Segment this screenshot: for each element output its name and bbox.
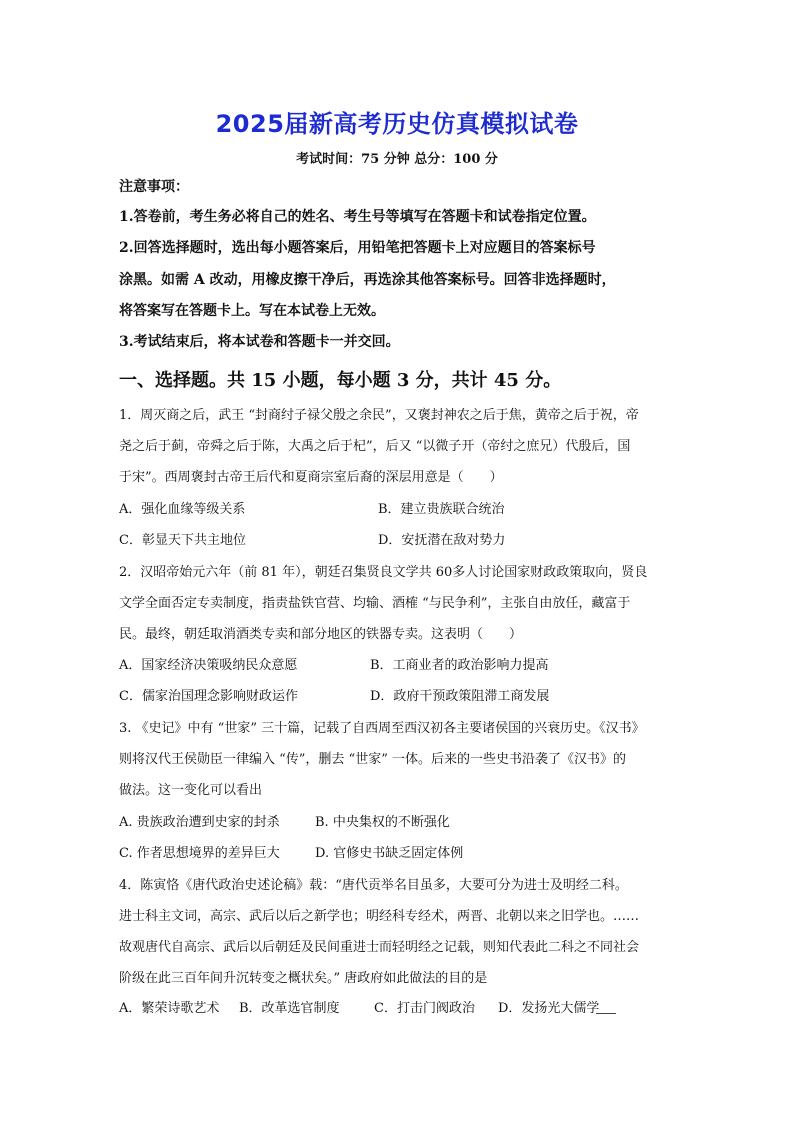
section-heading: 一、选择题。共 15 小题，每小题 3 分，共计 45 分。 [119, 370, 562, 391]
question-2-text: 2．汉昭帝始元六年（前 81 年），朝廷召集贤良文学共 60多人讨论国家财政政策取向，贤良 [119, 565, 648, 580]
question-4-text: 4．陈寅恪《唐代政治史述论稿》载：“唐代贡举名目虽多，大要可分为进士及明经二科。 [119, 878, 628, 893]
question-3-text: 3. 《史记》中有 “世家” 三十篇，记载了自西周至西汉初各主要诸侯国的兴衰历史。《汉书》 [119, 721, 645, 736]
question-3-text: 做法。这一变化可以看出 [119, 783, 263, 798]
question-3-text: 则将汉代王侯勋臣一律编入 “传”，删去 “世家” 一体。后来的一些史书沿袭了《汉书》的 [119, 752, 626, 767]
question-4-option-a: A．繁荣诗歌艺术 [119, 1001, 220, 1016]
question-2-option-d: D．政府干预政策阻滞工商发展 [370, 689, 550, 704]
notes-line: 3.考试结束后，将本试卷和答题卡一并交回。 [119, 334, 400, 350]
notes-line: 将答案写在答题卡上。写在本试卷上无效。 [119, 303, 385, 319]
question-4-option-c: C．打击门阀政治 [374, 1001, 475, 1016]
notes-line: 涂黑。如需 A 改动，用橡皮擦干净后，再选涂其他答案标号。回答非选择题时， [119, 272, 616, 288]
notes-line: 1.答卷前，考生务必将自己的姓名、考生号等填写在答题卡和试卷指定位置。 [119, 209, 596, 225]
question-3-option-c: C. 作者思想境界的差异巨大 [119, 846, 280, 861]
question-4-text: 阶级在此三百年间升沉转变之概状矣。” 唐政府如此做法的目的是 [119, 971, 488, 986]
exam-info: 考试时间：75 分钟 总分：100 分 [296, 152, 498, 167]
question-1-text: 1．周灭商之后，武王 “封商纣子禄父殷之余民”，又褒封神农之后于焦，黄帝之后于祝，帝 [119, 408, 639, 423]
underline-rule [596, 1013, 616, 1014]
question-1-option-c: C．彰显天下共主地位 [119, 533, 246, 548]
question-3-option-d: D. 官修史书缺乏固定体例 [315, 846, 464, 861]
question-2-option-c: C．儒家治国理念影响财政运作 [119, 689, 298, 704]
question-4-option-b: B．改革选官制度 [239, 1001, 340, 1016]
question-4-text: 进士科主文词，高宗、武后以后之新学也；明经科专经术，两晋、北朝以来之旧学也。…… [119, 909, 640, 924]
question-4-option-d: D．发扬光大儒学 [498, 1001, 600, 1016]
question-1-option-a: A．强化血缘等级关系 [119, 502, 246, 517]
question-1-text: 尧之后于蓟，帝舜之后于陈，大禹之后于杞”，后又 “以微子开（帝纣之庶兄）代殷后，国 [119, 439, 631, 454]
question-1-text: 于宋”。西周褒封古帝王后代和夏商宗室后裔的深层用意是（ ） [119, 470, 503, 485]
question-1-option-b: B．建立贵族联合统治 [378, 502, 505, 517]
question-4-text: 故观唐代自高宗、武后以后朝廷及民间重进士而轻明经之记载，则知代表此二科之不同社会 [119, 940, 640, 955]
question-1-option-d: D．安抚潜在敌对势力 [378, 533, 506, 548]
notes-heading: 注意事项： [119, 179, 189, 195]
question-2-text: 民。最终，朝廷取消酒类专卖和部分地区的铁器专卖。这表明（ ） [119, 627, 523, 642]
question-3-option-b: B. 中央集权的不断强化 [315, 815, 450, 830]
page-title: 2025届新高考历史仿真模拟试卷 [215, 110, 579, 138]
notes-line: 2.回答选择题时，选出每小题答案后，用铅笔把答题卡上对应题目的答案标号 [119, 240, 596, 256]
question-2-text: 文学全面否定专卖制度，指责盐铁官营、均输、酒榷 “与民争利”，主张自由放任，藏富于 [119, 596, 631, 611]
question-2-option-a: A．国家经济决策吸纳民众意愿 [119, 658, 298, 673]
question-3-option-a: A. 贵族政治遭到史家的封杀 [119, 815, 280, 830]
question-2-option-b: B．工商业者的政治影响力提高 [370, 658, 549, 673]
